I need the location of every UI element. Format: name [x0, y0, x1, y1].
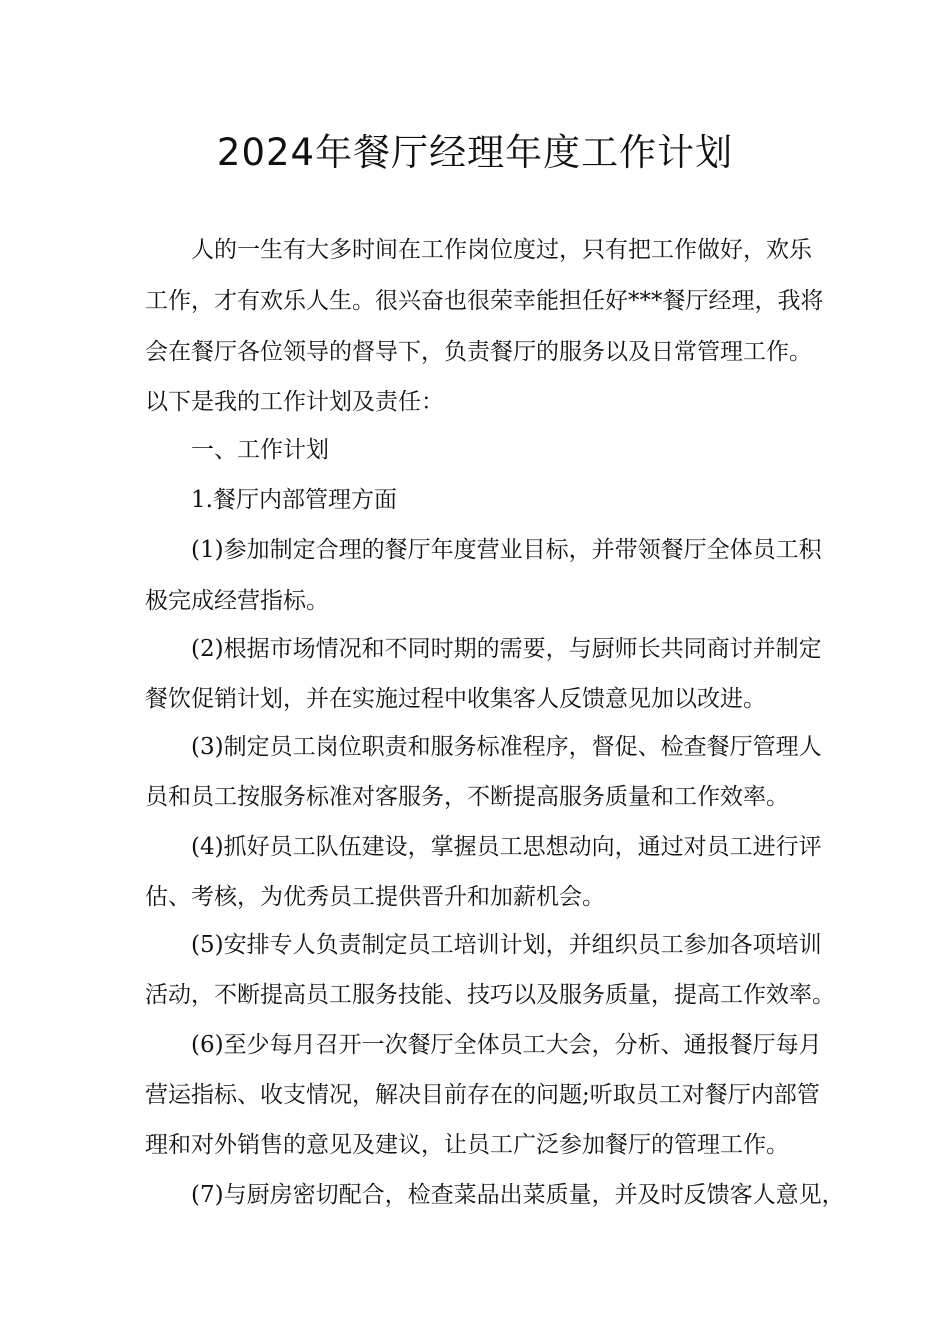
subsection-heading: 1.餐厅内部管理方面: [145, 487, 397, 513]
text-line: 工作，才有欢乐人生。很兴奋也很荣幸能担任好***餐厅经理，我将: [145, 288, 824, 314]
text-line: (6)至少每月召开一次餐厅全体员工大会，分析、通报餐厅每月: [145, 1032, 822, 1058]
text-line: 餐饮促销计划，并在实施过程中收集客人反馈意见加以改进。: [145, 686, 766, 712]
text-line: 人的一生有大多时间在工作岗位度过，只有把工作做好，欢乐: [145, 237, 812, 263]
text-line: 会在餐厅各位领导的督导下，负责餐厅的服务以及日常管理工作。: [145, 339, 812, 365]
text-line: 员和员工按服务标准对客服务，不断提高服务质量和工作效率。: [145, 784, 789, 810]
text-line: (5)安排专人负责制定员工培训计划，并组织员工参加各项培训: [145, 932, 822, 958]
text-line: (7)与厨房密切配合，检查菜品出菜质量，并及时反馈客人意见，: [145, 1182, 845, 1208]
text-line: (2)根据市场情况和不同时期的需要，与厨师长共同商讨并制定: [145, 636, 822, 662]
text-line: 营运指标、收支情况，解决目前存在的问题;听取员工对餐厅内部管: [145, 1082, 820, 1108]
section-heading: 一、工作计划: [145, 437, 329, 463]
text-line: 理和对外销售的意见及建议，让员工广泛参加餐厅的管理工作。: [145, 1132, 789, 1158]
text-line: 以下是我的工作计划及责任：: [145, 389, 444, 415]
text-line: (4)抓好员工队伍建设，掌握员工思想动向，通过对员工进行评: [145, 834, 822, 860]
text-line: (3)制定员工岗位职责和服务标准程序，督促、检查餐厅管理人: [145, 734, 822, 760]
text-line: 估、考核，为优秀员工提供晋升和加薪机会。: [145, 884, 605, 910]
text-line: (1)参加制定合理的餐厅年度营业目标，并带领餐厅全体员工积: [145, 537, 822, 563]
text-line: 极完成经营指标。: [145, 588, 329, 614]
text-line: 活动，不断提高员工服务技能、技巧以及服务质量，提高工作效率。: [145, 982, 835, 1008]
document-title: 2024年餐厅经理年度工作计划: [216, 131, 734, 174]
